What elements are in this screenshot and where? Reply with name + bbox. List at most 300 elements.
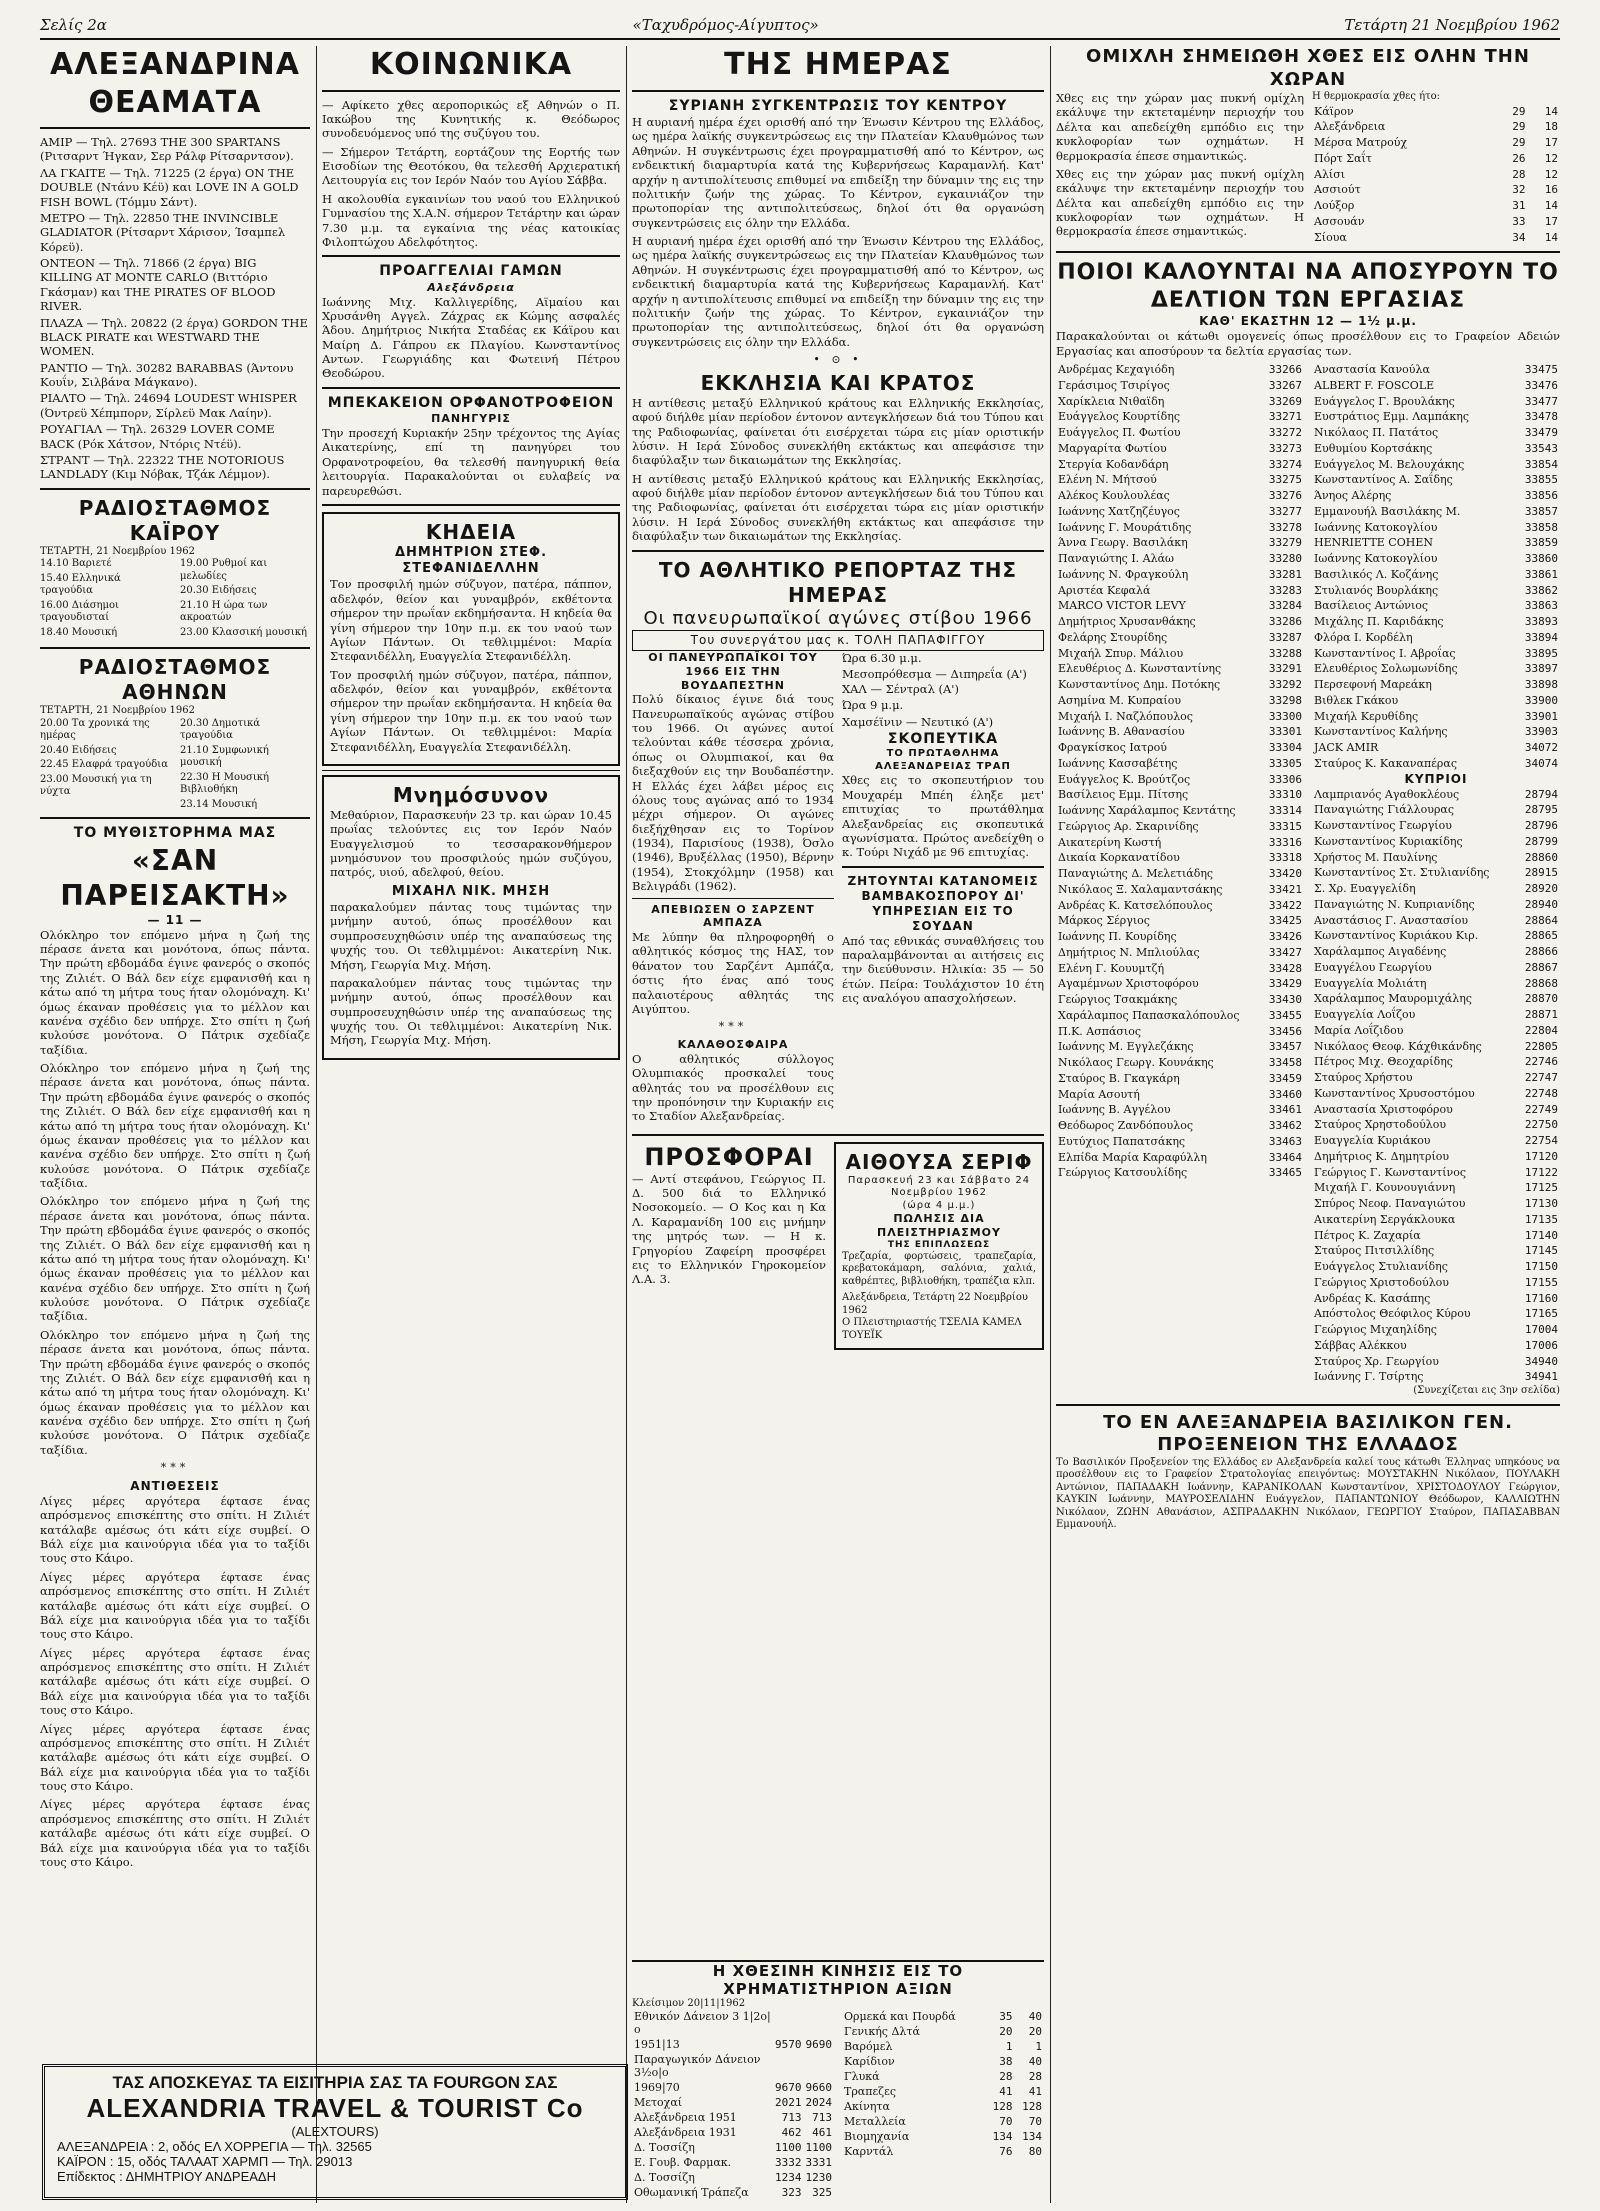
stock-row-cell: Οθωμανική Τράπεζα — [634, 2186, 749, 2199]
name-row-cell: 33425 — [1268, 914, 1302, 928]
name-row-cell: JACK AMIR — [1314, 741, 1379, 754]
name-row-cell: 33462 — [1268, 1119, 1302, 1132]
basketball-text: Ο αθλητικός σύλλογος Ολυμπιακός προσκαλεί τους αθλητάς του να προσέλθουν εις την προπόνησιν την Κυριακήν εις το Σταδίον Αλεξανδρείας. — [632, 1051, 834, 1124]
name-row-cell: 33274 — [1268, 457, 1302, 471]
stock-row-cell: 128 — [1022, 2100, 1042, 2113]
name-row-cell: 28864 — [1524, 913, 1558, 927]
name-row — [1312, 630, 1560, 646]
name-row — [1312, 1338, 1560, 1354]
name-row-cell: Φραγκίσκος Ιατρού — [1058, 741, 1167, 754]
stock-row — [632, 2125, 834, 2140]
name-row — [1312, 441, 1560, 457]
novel-heading: ΤΟ ΜΥΘΙΣΤΟΡΗΜΑ ΜΑΣ — [73, 825, 277, 842]
name-row — [1312, 1102, 1560, 1118]
name-row-cell: Γεράσιμος Τσιρίγος — [1058, 378, 1170, 392]
radio-item: 15.40 Ελληνικά τραγούδια — [40, 572, 121, 597]
divider — [322, 504, 620, 506]
name-row — [1056, 409, 1304, 425]
stock-row — [632, 2170, 834, 2185]
church-title: ΕΚΚΛΗΣΙΑ ΚΑΙ ΚΡΑΤΟΣ — [700, 370, 976, 395]
radio-item: 20.30 Ειδήσεις — [180, 585, 257, 597]
cinema-item: ΡΙΑΛΤΟ — Τηλ. 24694 LOUDEST WHISPER (Όντρεϋ Χέπμπορν, Σίρλεϋ Μακ Λαίην). — [40, 391, 297, 420]
stock-row-cell: Μεταλλεία — [844, 2115, 906, 2128]
stock-row-cell — [804, 2052, 835, 2080]
radio-item: 16.00 Διάσημοι τραγουδισταί — [40, 599, 119, 624]
name-row-cell: Κωνσταντίνος Στ. Στυλιανίδης — [1314, 866, 1490, 880]
name-row-cell: Ευάγγελος Κ. Βρούτζος — [1058, 772, 1191, 786]
name-row-cell: Χαράλαμπος Αιγαδένης — [1314, 945, 1447, 958]
name-row-cell: 28920 — [1524, 882, 1558, 895]
radio-athens-date: ΤΕΤΑΡΤΗ, 21 Νοεμβρίου 1962 — [40, 705, 195, 717]
engagement-text: Ιωάννης Μιχ. Καλλιγερίδης, Αϊμαίου και Χρυσάνθη Αγγελ. Ζάχρας εκ Κώμης ασφαλές Άδου. Δημήτριος Νικήτα Σταδέας εκ Κάϊρου και Μαίρη Δ. Γάπρου εκ Πλαγίου. Κωνσταντίνος Αντων. Γεωργιάδης και Φωτεινή Πέτρου Θεοδώρου. — [322, 294, 620, 381]
name-row — [1312, 991, 1560, 1007]
temperature-row — [1312, 104, 1560, 120]
name-row-cell: Άνηος Αλέρης — [1314, 489, 1392, 502]
name-row — [1056, 614, 1304, 630]
cinema-item: ΟΝΤΕΟΝ — Τηλ. 71866 (2 έργα) BIG KILLING AT MONTE CARLO (Βιττόριο Γκάσμαν) και THE PIRATES OF BLOOD RIVER. — [40, 256, 276, 314]
name-row-cell: Κωνσταντίνος Δημ. Ποτόκης — [1058, 678, 1221, 691]
name-row — [1312, 394, 1560, 410]
name-row-cell: 33476 — [1524, 378, 1558, 392]
temperature-row-cell: 32 — [1512, 183, 1526, 197]
stock-title: Η ΧΘΕΣΙΝΗ ΚΙΝΗΣΙΣ ΕΙΣ ΤΟ ΧΡΗΜΑΤΙΣΤΗΡΙΟΝ ΑΞΙΩΝ — [712, 1962, 964, 1998]
fog-row — [1056, 91, 1560, 245]
name-row — [1312, 1070, 1560, 1086]
stock-row-cell: 713 — [812, 2111, 832, 2124]
name-row-cell: Φελάρης Στουρίδης — [1058, 630, 1168, 644]
name-row — [1312, 614, 1560, 630]
temperature-row — [1312, 119, 1560, 135]
name-row — [1312, 567, 1560, 583]
name-row — [1056, 1039, 1304, 1055]
orphanage-text: Την προσεχή Κυριακήν 25ην τρέχοντος της Αγίας Αικατερίνης, επί τη πανηγύρει του Ορφανοτροφείου, θα τελεσθή πανηγυρική θεία λειτουργία. Παρακαλούνται οι ευλαβείς να παρευρεθώσι. — [322, 426, 620, 498]
temperature-row-cell: 17 — [1544, 214, 1558, 228]
name-row — [1056, 1150, 1304, 1166]
name-row-cell: Αναστασία Χριστοφόρου — [1314, 1102, 1453, 1116]
stock-row-cell: Βαρόμελ — [844, 2040, 893, 2053]
name-row-cell: Σταύρος Β. Γκαγκάρη — [1058, 1071, 1180, 1085]
name-row-cell: Μαργαρίτα Φωτίου — [1058, 441, 1167, 455]
name-row-cell: 33475 — [1524, 363, 1558, 376]
name-row — [1312, 802, 1560, 818]
name-row-cell: 28871 — [1524, 1008, 1558, 1021]
stock-row-cell: 1230 — [805, 2171, 832, 2184]
masthead — [40, 12, 1560, 40]
name-row — [1312, 1369, 1560, 1385]
name-row-cell: 33894 — [1524, 630, 1558, 644]
name-row-cell: Σάββας Αλέκκου — [1314, 1338, 1407, 1352]
name-row-cell: Ευτύχιος Παπατσάκης — [1058, 1134, 1186, 1148]
name-row-cell: Περσεφονή Μαρεάκη — [1314, 678, 1432, 691]
temperature-row-cell: Σίουα — [1314, 230, 1347, 244]
name-row — [1312, 409, 1560, 425]
novel-text: Ολόκληρο τον επόμενο μήνα η ζωή της πέρασε άνετα και μονότονα, όπως πάντα. Την πρώτη εβδομάδα έγινε φανερός ο σκοπός της Ζιλιέτ. Ο Βάλ δεν είχε εμφανισθή και η κάτω από τη μήτρα τους ήταν ολομόναχη. Κι' όμως έκαναν προθέσεις για το μέλλον και κανένα σχέδιο δεν υπήρχε. Στο σπίτι η ζωή κυλούσε μονότονα. Ο Πάτρικ σχεδίαζε ταξίδια. — [40, 1194, 310, 1324]
cinema-item: ΜΕΤΡΟ — Τηλ. 22850 THE INVINCIBLE GLADIATOR (Ρίτσαρντ Χάρισον, Ίσαμπελ Κόρεϋ). — [40, 210, 286, 254]
name-row-cell: Ελευθέριος Δ. Κωνσταντίνης — [1058, 662, 1222, 676]
temperature-row-cell: 34 — [1512, 230, 1526, 244]
social-title: ΚΟΙΝΩΝΙΚΑ — [369, 47, 573, 82]
cinema-item: ΣΤΡΑΝΤ — Τηλ. 22322 THE NOTORIOUS LANDLADY (Κιμ Νόβακ, Τζάκ Λέμμον). — [40, 452, 285, 482]
temperature-row-cell: Μέρσα Ματρούχ — [1314, 136, 1408, 149]
call-text: Παρακαλούνται οι κάτωθι ομογενείς όπως προσέλθουν εις το Γραφείον Αδειών Εργασίας και αποσύρουν τα δελτία εργασίας των. — [1056, 329, 1560, 358]
stock-row-cell: Δ. Τοσσίζη — [634, 2171, 695, 2184]
name-row — [1056, 1024, 1304, 1040]
name-row-cell: Απόστολος Θεόφιλος Κύρου — [1314, 1307, 1471, 1321]
name-row — [1056, 1087, 1304, 1103]
news-title: ΤΗΣ ΗΜΕΡΑΣ — [724, 47, 952, 82]
column-3 — [632, 46, 1044, 2203]
stock-row-cell: 40 — [1028, 2010, 1042, 2023]
ad-company: ALEXANDRIA TRAVEL & TOURIST Co — [86, 2093, 584, 2123]
stock-row-cell: Τραπεζες — [844, 2085, 896, 2098]
engagement-sub: Αλεξάνδρεια — [427, 280, 515, 294]
name-row-cell: 22750 — [1524, 1118, 1558, 1132]
stock-row — [842, 2069, 1044, 2084]
cinema-item: ΠΛΑΖΑ — Τηλ. 20822 (2 έργα) GORDON THE BLACK PIRATE και WESTWARD THE WOMEN. — [40, 315, 308, 359]
name-row — [1056, 740, 1304, 756]
name-row-cell: Ευαγγέλου Γεωργίου — [1314, 960, 1432, 974]
separator-stars: • ⊙ • — [813, 353, 863, 366]
stock-row-cell: Ε. Γουβ. Φαρμακ. — [634, 2156, 732, 2169]
obituary-text: Με λύπην θα πληροφορηθή ο αθλητικός κόσμος της ΗΑΣ, τον θάνατον του Σαρζέντ Αμπάζα, όστις ήτο ένας από τους παλαιοτέρους αθλητάς της Αιγύπτου. — [632, 930, 834, 1016]
name-row-cell: Θεόδωρος Ζανδόπουλος — [1058, 1119, 1193, 1132]
temperature-row — [1312, 214, 1560, 230]
stock-row-cell: Μετοχαί — [634, 2096, 683, 2109]
name-row-cell: 33304 — [1268, 741, 1302, 754]
memorial-title: Μνημόσυνον — [392, 782, 550, 807]
name-row — [1056, 913, 1304, 929]
name-row-cell: Γεώργιος Γ. Κωνσταντίνος — [1314, 1165, 1467, 1179]
name-row — [1312, 425, 1560, 441]
name-row-cell: Ευάγγελος Στυλιανίδης — [1314, 1260, 1448, 1273]
name-row-cell: 33267 — [1268, 378, 1302, 392]
name-row-cell: 33273 — [1268, 441, 1302, 455]
name-row-cell: Πέτρος Μιχ. Θεοχαρίδης — [1314, 1055, 1453, 1069]
column-rule — [626, 46, 627, 2203]
stock-row-cell: 3332 — [775, 2156, 802, 2169]
name-row-cell: 33479 — [1524, 426, 1558, 439]
temperature-row-cell: Αλίσι — [1314, 167, 1346, 181]
temperature-row — [1312, 151, 1560, 167]
name-row — [1312, 834, 1560, 850]
radio-cairo-title: ΡΑΔΙΟΣΤΑΘΜΟΣ ΚΑΪΡΟΥ — [78, 495, 272, 545]
name-row-cell: Σταύρος Πιτσιλλίδης — [1314, 1244, 1435, 1258]
stock-row-cell: 70 — [1028, 2115, 1042, 2128]
name-row — [1312, 944, 1560, 960]
stock-row-cell: 325 — [812, 2186, 832, 2199]
sport-text: Πολύ δίκαιος έγινε διά τους Πανευρωπαϊκούς αγώνας στίβου του 1966. Οι αγώνες αυτοί τελούνται κάθε τέσσερα χρόνια, όπως οι Ολυμπιακοί, και θα διεξαχθούν εις την Βουδαπέστην. Η Ελλάς έχει λάβει μέρος εις όλους τους αγώνας από το 1934 μέχρι σήμερον. Οι αγώνες διεξήχθησαν εις το Τορίνον (1934), Παρισίους (1938), Όσλο (1946), Βρυξέλλας (1950), Βέρνην (1954), Στοκχόλμην (1958) και Βελιγράδι (1962). — [632, 692, 834, 894]
name-row-cell: Χαράλαμπος Μαυρομιχάλης — [1314, 992, 1472, 1006]
name-row-cell: 33292 — [1268, 678, 1302, 691]
funeral-name: ΔΗΜΗΤΡΙΟΝ ΣΤΕΦ. ΣΤΕΦΑΝΙΔΕΛΛΗΝ — [394, 544, 548, 577]
name-row-cell: ALBERT F. FOSCOLE — [1314, 378, 1435, 392]
name-row — [1056, 630, 1304, 646]
stock-row — [632, 2110, 834, 2125]
name-row-cell: Παναγιώτης Ν. Κυπριανίδης — [1314, 897, 1475, 911]
name-row-cell: 17004 — [1524, 1323, 1558, 1336]
name-row — [1056, 472, 1304, 488]
name-row-cell: Μιχαήλ Σπυρ. Μάλιου — [1058, 646, 1184, 660]
radio-item: 23.00 Κλασσική μουσική — [180, 626, 307, 638]
scouts-title: ΣΚΟΠΕΥΤΙΚΑ — [887, 730, 999, 747]
name-row-cell: 17150 — [1524, 1260, 1558, 1273]
column-4 — [1056, 46, 1560, 2203]
name-row-cell: 33900 — [1524, 693, 1558, 707]
name-row — [1056, 1134, 1304, 1150]
name-row — [1312, 677, 1560, 693]
name-row-cell: Ευάγγελος Μ. Βελουχάκης — [1314, 457, 1465, 471]
name-row-cell: Ιωάννης Π. Κουρίδης — [1058, 930, 1177, 943]
divider — [632, 550, 1044, 552]
name-row — [1312, 897, 1560, 913]
stock-row-cell: 134 — [992, 2130, 1013, 2143]
stock-row — [632, 2095, 834, 2110]
stock-row — [842, 2024, 1044, 2039]
name-row-cell: 28867 — [1524, 960, 1558, 974]
name-row-cell: 17140 — [1524, 1228, 1558, 1242]
temperature-row-cell: 29 — [1512, 120, 1526, 134]
name-row — [1312, 1023, 1560, 1039]
name-row — [1056, 425, 1304, 441]
stock-row-cell — [804, 2009, 835, 2037]
stock-row-cell: 35 — [999, 2010, 1013, 2023]
name-row-cell: 22749 — [1524, 1102, 1558, 1116]
consulate-title: ΤΟ ΕΝ ΑΛΕΞΑΝΔΡΕΙΑ ΒΑΣΙΛΙΚΟΝ ΓΕΝ. ΠΡΟΞΕΝΕΙΟΝ ΤΗΣ ΕΛΛΑΔΟΣ — [1103, 1411, 1513, 1455]
name-row-cell: Ιωάννης Γ. Μουράτιδης — [1058, 520, 1192, 534]
name-row-cell: 33310 — [1268, 788, 1302, 802]
stock-row-cell: Καρντάλ — [844, 2145, 894, 2158]
stock-row-cell: 20 — [1028, 2025, 1042, 2038]
memorial-text: παρακαλούμεν πάντας τους τιμώντας την μνήμην αυτού, όπως προσέλθουν και συμπροσευχηθώσιν υπέρ της αναπαύσεως της ψυχής του. Οι τεθλιμμένοι: Αικατερίνη Νικ. Μήση, Γεωργία Μιχ. Μήση. — [330, 975, 612, 1048]
name-row — [1312, 881, 1560, 897]
memorial-text: παρακαλούμεν πάντας τους τιμώντας την μνήμην αυτού, όπως προσέλθουν και συμπροσευχηθώσιν υπέρ της αναπαύσεως της ψυχής του. Οι τεθλιμμένοι: Αικατερίνη Νικ. Μήση, Γεωργία Μιχ. Μήση. — [330, 900, 612, 972]
funeral-text: Τον προσφιλή ημών σύζυγον, πατέρα, πάππον, αδελφόν, θείον και γυναμβρόν, εκθέτοντα σήμερον την πρωΐαν εκδημήσαντα. Η κηδεία θα γίνη σήμερον την 10ην π.μ. εκ του ναού των Αγίων Πάντων. Οι τεθλιμμένοι: Μαρία Στεφανιδέλλη, Ευαγγελία Στεφανιδέλλη. — [330, 667, 612, 754]
social-text: — Σήμερον Τετάρτη, εορτάζουν της Εορτής των Εισοδίων της Θεοτόκου, θα τελεσθή Αρχιερατική Λειτουργία εις τον Ιερόν Ναόν του Αγίου Σάββα. — [322, 144, 620, 188]
radio-item: 14.10 Βαριετέ — [40, 558, 112, 570]
stock-row-cell: Ακίνητα — [844, 2100, 890, 2113]
jobs-title: ΖΗΤΟΥΝΤΑΙ ΚΑΤΑΝΟΜΕΙΣ ΒΑΜΒΑΚΟΣΠΟΡΟΥ ΔΙ' ΥΠΗΡΕΣΙΑΝ ΕΙΣ ΤΟ ΣΟΥΔΑΝ — [847, 873, 1039, 933]
divider — [632, 90, 1044, 92]
name-row-cell: 33277 — [1268, 504, 1302, 518]
social-text: Η ακολουθία εγκαινίων του ναού του Ελληνικού Γυμνασίου της Χ.Α.Ν. σήμερον Τετάρτην και ώραν 7.30 μ.μ. τα εγκαίνια της νέας κατοικίας Φιλοπτώχου Αδελφότητος. — [322, 191, 620, 249]
radio-item: 23.00 Μουσική για τη νύχτα — [40, 773, 152, 798]
name-row-cell: 17125 — [1524, 1181, 1558, 1195]
temperature-row-cell: Κάϊρον — [1314, 104, 1354, 118]
issue-date: Τετάρτη 21 Νοεμβρίου 1962 — [1344, 16, 1560, 34]
stock-date: Κλείσιμον 20|11|1962 — [632, 1998, 746, 2009]
name-row-cell: Ανδρέας Κ. Κατσελόπουλος — [1058, 898, 1213, 912]
column-2 — [322, 46, 620, 2203]
divider — [322, 770, 620, 771]
temperature-row-cell: 14 — [1544, 230, 1558, 244]
name-row — [1056, 787, 1304, 803]
stock-row-cell: 3331 — [805, 2156, 832, 2169]
name-row-cell: Μιχαήλ Ι. Ναζλόπουλος — [1058, 709, 1193, 723]
name-row — [1056, 1102, 1304, 1118]
novel-title: «ΣΑΝ ΠΑΡΕΙΣΑΚΤΗ» — [60, 843, 290, 912]
stock-row-cell: 9690 — [805, 2038, 832, 2051]
temperature-row-cell: 33 — [1512, 214, 1526, 228]
social-text: — Αφίκετο χθες αεροπορικώς εξ Αθηνών ο Π. Ιακώβου της Κυνητικής κ. Θεόδωρος συνοδευόμενος υπό της συζύγου του. — [322, 97, 620, 141]
funeral-title: ΚΗΔΕΙΑ — [425, 519, 517, 544]
name-row — [1056, 583, 1304, 599]
stock-table-left — [632, 2009, 834, 2200]
name-row-cell: 33426 — [1268, 930, 1302, 943]
name-row-cell: Άννα Γεωργ. Βασιλάκη — [1058, 536, 1188, 550]
stock-row-cell: Εθνικόν Δάνειον 3 1|2ο|ο — [634, 2010, 771, 2036]
name-row-cell: Δημήτριος Ν. Μπλιούλας — [1058, 945, 1200, 959]
name-row-cell: MARCO VICTOR LEVY — [1058, 599, 1186, 613]
name-row-cell: Κωνσταντίνος Κυριάκου Κιρ. — [1314, 929, 1479, 943]
name-row-cell: 33429 — [1268, 977, 1302, 991]
name-row — [1056, 1008, 1304, 1024]
name-row-cell: 17160 — [1524, 1291, 1558, 1305]
name-row — [1312, 1291, 1560, 1307]
name-row — [1056, 772, 1304, 788]
name-row — [1312, 960, 1560, 976]
sport-author: Του συνεργάτου μας κ. ΤΟΛΗ ΠΑΠΑΦΙΓΓΟΥ — [632, 630, 1044, 651]
name-row-cell: 34940 — [1524, 1354, 1558, 1368]
basketball-title: ΚΑΛΑΘΟΣΦΑΙΡΑ — [677, 1038, 789, 1051]
stock-row — [842, 2084, 1044, 2099]
separator-stars: *** — [718, 1020, 748, 1034]
stock-row-cell: 1100 — [775, 2141, 802, 2154]
name-row — [1056, 693, 1304, 709]
name-row-cell: 33456 — [1268, 1024, 1302, 1038]
name-row-cell: 33291 — [1268, 662, 1302, 676]
name-row-cell: 34072 — [1524, 741, 1558, 754]
page-number: Σελίς 2α — [40, 16, 107, 34]
name-row — [1312, 646, 1560, 662]
stock-row-cell: 1969|70 — [634, 2081, 680, 2094]
name-row-cell: 33275 — [1268, 473, 1302, 487]
name-row-cell: 33283 — [1268, 583, 1302, 597]
stock-row-cell: Δ. Τοσσίζη — [634, 2141, 695, 2154]
name-row — [1056, 567, 1304, 583]
name-row-cell: 33422 — [1268, 898, 1302, 912]
temperature-row-cell: 29 — [1512, 136, 1526, 149]
name-row-cell: 33305 — [1268, 756, 1302, 770]
stock-row-cell: Γλυκά — [844, 2070, 880, 2083]
name-row-cell: 33897 — [1524, 662, 1558, 676]
cinema-item: ΛΑ ΓΚΑΙΤΕ — Τηλ. 71225 (2 έργα) ON THE DOUBLE (Ντάνυ Κέϋ) και LOVE IN A GOLD FISH BOWL (Τόμμυ Σάντ). — [40, 165, 299, 209]
ad-manager: Επίδεκτος : ΔΗΜΗΤΡΙΟΥ ΑΝΔΡΕΑΔΗ — [57, 2169, 276, 2184]
name-row-cell: 28795 — [1524, 803, 1558, 817]
name-row-cell: 33543 — [1524, 441, 1558, 455]
section-text: Λίγες μέρες αργότερα έφτασε ένας απρόσμενος επισκέπτης στο σπίτι. Η Ζιλιέτ κατάλαβε αμέσως ότι κάτι είχε συμβεί. Ο Βάλ είχε μια καινούργια ιδέα για το ταξίδι τους στο Κάιρο. — [40, 1721, 310, 1793]
novel-text: Ολόκληρο τον επόμενο μήνα η ζωή της πέρασε άνετα και μονότονα, όπως πάντα. Την πρώτη εβδομάδα έγινε φανερός ο σκοπός της Ζιλιέτ. Ο Βάλ δεν είχε εμφανισθή και η κάτω από τη μήτρα τους ήταν ολομόναχη. Κι' όμως έκαναν προθέσεις για το μέλλον και κανένα σχέδιο δεν υπήρχε. Στο σπίτι η ζωή κυλούσε μονότονα. Ο Πάτρικ σχεδίαζε ταξίδια. — [40, 1327, 310, 1457]
name-row-cell: 33288 — [1268, 646, 1302, 660]
name-row-cell: 33271 — [1268, 410, 1302, 424]
divider — [1056, 251, 1560, 253]
stock-row-cell: 70 — [999, 2115, 1013, 2128]
radio-item: 23.14 Μουσική — [180, 798, 258, 810]
ad-brand: (ALEXTOURS) — [291, 2124, 379, 2139]
name-row-cell: 33459 — [1268, 1071, 1302, 1085]
name-row-cell: 28866 — [1524, 945, 1558, 958]
church-text: Η αντίθεσις μεταξύ Ελληνικού κράτους και Ελληνικής Εκκλησίας, αφού διήλθε μίαν περίοδον έντονον αντεγκλήσεων διά του Τύπου και της Ραδιοφωνίας, φαίνεται ότι εισέρχεται τώρα εις μίαν οριστικήν λύσιν. Η Ιερά Σύνοδος συνεκλήθη εκτάκτως και απεφάσισε την διαφύλαξιν των δικαιωμάτων της Εκκλησίας. — [632, 395, 1044, 468]
name-row — [1312, 693, 1560, 709]
name-row — [1312, 724, 1560, 740]
name-row — [1056, 945, 1304, 961]
name-row — [1056, 709, 1304, 725]
radio-item: 20.00 Τα χρονικά της ημέρας — [40, 717, 150, 742]
name-row — [1056, 488, 1304, 504]
cyprus-title: ΚΥΠΡΙΟΙ — [1404, 771, 1468, 786]
name-row-cell: 33858 — [1524, 520, 1558, 534]
name-row — [1312, 1243, 1560, 1259]
name-row — [1312, 1275, 1560, 1291]
name-row — [1312, 583, 1560, 599]
name-row-cell: Βασιλικός Λ. Κοζάνης — [1314, 567, 1439, 581]
name-row-cell: 17145 — [1524, 1244, 1558, 1258]
name-row-cell: Αγαμέμνων Χριστοφόρου — [1058, 977, 1199, 991]
name-row-cell: 33898 — [1524, 678, 1558, 691]
stock-row-cell: Παραγωγικόν Δάνειον 3½ο|ο — [634, 2053, 761, 2079]
offers-title: ΠΡΟΣΦΟΡΑΙ — [644, 1142, 814, 1171]
name-row-cell: Δημήτριος Χρυσανθάκης — [1058, 615, 1196, 628]
name-row-cell: Σταύρος Κ. Κακαναπέρας — [1314, 756, 1457, 770]
name-row — [1312, 362, 1560, 378]
name-row — [1056, 835, 1304, 851]
name-row-cell: Νικόλαος Ξ. Χαλαμαντσάκης — [1058, 882, 1223, 896]
name-row-cell: Νικόλαος Γεωργ. Κουνάκης — [1058, 1056, 1214, 1069]
divider — [40, 127, 310, 129]
divider — [1056, 1404, 1560, 1406]
name-row — [1056, 661, 1304, 677]
name-row-cell: 17135 — [1524, 1212, 1558, 1226]
cyprus-table — [1312, 787, 1560, 1386]
name-row-cell: Βασίλειος Εμμ. Πίτσης — [1058, 788, 1189, 802]
name-row — [1312, 1149, 1560, 1165]
name-row — [1312, 1007, 1560, 1023]
stock-row — [842, 2129, 1044, 2144]
name-row-cell: Ευάγγελος Π. Φωτίου — [1058, 426, 1181, 439]
name-row — [1312, 551, 1560, 567]
name-row — [1312, 1322, 1560, 1338]
name-row-cell: Ευάγγελος Κουρτίδης — [1058, 410, 1181, 424]
name-row-cell: 33859 — [1524, 536, 1558, 550]
name-row-cell: 33460 — [1268, 1087, 1302, 1101]
stock-row-cell: 2021 — [775, 2096, 802, 2109]
name-row-cell: Ιωάννης Β. Αγγέλου — [1058, 1103, 1171, 1117]
name-row — [1312, 1228, 1560, 1244]
name-row — [1312, 1306, 1560, 1322]
name-row-cell: Μαρία Λοΐζιδου — [1314, 1023, 1404, 1037]
call-time: ΚΑΘ' ΕΚΑΣΤΗΝ 12 — 1½ μ.μ. — [1199, 314, 1417, 329]
stock-row-cell: 40 — [1028, 2055, 1042, 2068]
stock-table-right — [842, 2009, 1044, 2159]
name-row — [1056, 551, 1304, 567]
radio-athens-title: ΡΑΔΙΟΣΤΑΘΜΟΣ ΑΘΗΝΩΝ — [78, 655, 272, 705]
name-row-cell: Ελένη Ν. Μήτσού — [1058, 473, 1157, 487]
schedule-item: Μεσοπρόθεσμα — Διπηρεΐα (Α') ΧΑΛ — Σέντραλ (Α') — [842, 667, 1027, 696]
cyprus-note: (Συνεχίζεται εις 3ην σελίδα) — [1413, 1385, 1560, 1396]
stock-row-cell: 1951|13 — [634, 2038, 680, 2051]
name-row-cell: Ελένη Γ. Κουυμτζή — [1058, 961, 1165, 975]
name-row-cell: Αναστάσιος Γ. Αναστασίου — [1314, 913, 1469, 927]
name-row-cell: 33427 — [1268, 945, 1302, 959]
name-row-cell: Κωνσταντίνος Γεωργίου — [1314, 819, 1452, 832]
name-row — [1312, 1259, 1560, 1275]
stock-row — [632, 2009, 834, 2037]
saloon-sub: ΠΩΛΗΣΙΣ ΔΙΑ ΠΛΕΙΣΤΗΡΙΑΣΜΟΥ — [877, 1212, 1001, 1239]
stock-row-cell: 1234 — [775, 2171, 802, 2184]
memorial-name: ΜΙΧΑΗΛ ΝΙΚ. ΜΗΣΗ — [391, 883, 551, 899]
stock-row — [842, 2144, 1044, 2159]
name-row-cell: Μιχαήλ Γ. Κουνουγιάννη — [1314, 1181, 1456, 1195]
name-row-cell: 22748 — [1524, 1086, 1558, 1100]
